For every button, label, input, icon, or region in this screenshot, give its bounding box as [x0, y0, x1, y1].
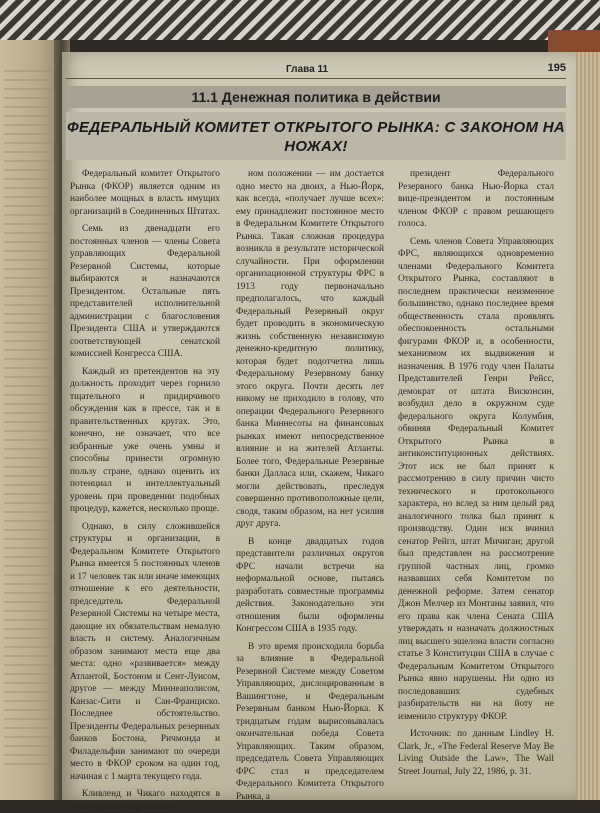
chapter-label: Глава 11	[286, 64, 329, 75]
text-column-2	[236, 168, 384, 802]
page-number: 195	[547, 62, 566, 74]
section-heading: 11.1 Денежная политика в действии	[66, 86, 566, 108]
text-column-1	[70, 168, 220, 812]
page-edges	[576, 52, 600, 800]
paragraph: Семь членов Совета Управляющих ФРС, являющихся одновременно членами Федерального Комитета Открытого Рынка, составляют в последнем практически неизменное большинство, однако последнее время общественность стала проявлять обеспокоенность остальными фигурами ФКОР и, в особенности, механизмом их выдвижения и назначения. В 1976 году член Палаты Представителей Генри Рейсс, демократ от штата Висконсин, возбудил дело в окружном суде федерального округа Колумбия, обвиняя Федеральный Комитет Открытого Рынка в антиконституционных действиях. Этот иск не был принят к рассмотрению в силу причин чисто технического и протокольного характера, но вслед за ним целый ряд аналогичного толка был принят к производству. Один иск вчинил сенатор Рейгл, штат Мичиган; другой был представлен на рассмотрение группой частных лиц, громко назвавших себя Комитетом по денежной реформе. Затем сенатор Джон Мелчер из Монтаны заявил, что его права как члена Сената США утверждать и назначать должностных лиц высшего эшелона власти согласно статье 3 Конституции США в случае с Федеральным Комитетом Открытого Рынка явно нарушены. Ни одно из последовавших судебных разбирательств ни на йоту не изменило структуру ФКОР.	[398, 236, 554, 722]
background-stripes	[0, 0, 600, 40]
paragraph: Федеральный комитет Открытого Рынка (ФКОР) является одним из наиболее мощных в власть имущих организаций в Соединенных Штатах.	[70, 169, 220, 217]
left-page-ghost-text	[4, 70, 56, 770]
paragraph: Кливленд и Чикаго находятся в более привилегированном	[70, 789, 220, 812]
paragraph: Источник: по данным Lindley H. Clark, Jr., «The Federal Reserve May Be Living Outside the Law», The Wall Street Journal, July 22, 1986, p. 31.	[398, 729, 554, 777]
paragraph: Каждый из претендентов на эту должность проходит через горнило тщательного и придирчивого обсуждения как в прессе, так и в правительственных кругах. Это, конечно, не означает, что все избранные уже очень умны и способны принести огромную пользу стране, однако оценить их потенциал и интеллектуальный уровень при проведении подобных процедур, кажется, несколько проще.	[70, 366, 220, 514]
box-title: ФЕДЕРАЛЬНЫЙ КОМИТЕТ ОТКРЫТОГО РЫНКА: С ЗАКОНОМ НА НОЖАХ!	[66, 112, 566, 160]
paragraph: президент Федерального Резервного банка Нью-Йорка стал вице-президентом и постоянным членом ФКОР с правом решающего голоса.	[398, 169, 554, 229]
running-head	[66, 62, 566, 79]
right-page	[62, 52, 576, 812]
paragraph: В это время происходила борьба за влияние в Федеральной Резервной Системе между Советом Управляющих, дислоцированным в Вашингтоне, и Федеральным Резервным банком Нью-Йорка. К тридцатым годам вырисовывалась окончательная победа Совета Управляющих. Таким образом, председатель Совета Управляющих ФРС стал и председателем Федерального Комитета Открытого Рынка, а	[236, 641, 384, 802]
text-column-3	[398, 168, 554, 788]
paragraph: Однако, в силу сложившейся структуры и организации, в Федеральном Комитете Открытого Рынка имеется 5 постоянных членов и 17 человек так или иначе имеющих отношение к его деятельности, председатель Федеральной Резервной Системы на четыре места, дающие их обязательствам немалую власть и систему. Аналогичным образом занимают места еще два места: одно «развивается» между Атлантой, Бостоном и Сент-Луисом, другое — между Миннеаполисом, Канзас-Сити и Сан-Франциско. Последнее обстоятельство. Президенты Федеральных резервных банков Бостона, Ричмонда и Филадельфии занимают по очереди место в ФКОР сроком на один год, начиная с 1 марта текущего года.	[70, 521, 220, 782]
paragraph: ном положении — им достается одно место на двоих, а Нью-Йорк, как всегда, «получает лучше всех»: ему принадлежит постоянное место в Федеральном Комитете Открытого Рынка. Такая сложная процедура возникла в результате исторической случайности. При оформлении организационной структуры ФРС в 1913 году первоначально предполагалось, что каждый Федеральный Резервный округ будет проводить в экономическую жизнь собственную независимую денежно-кредитную политику, которая будет подотчетна лишь Федеральному Резервному банку этого округа. Почти десять лет никому не приходило в голову, что операции Федерального Резервного банка Миннесоты на финансовых рынках имеют непосредственное влияние и на жителей Атланты. Более того, Федеральные Резервные банки Далласа или, скажем, Чикаго могли действовать, преследуя совершенно противоположные цели, сводя, таким образом, на нет усилия друг друга.	[236, 169, 384, 529]
paragraph: В конце двадцатых годов представители различных округов ФРС начали встречи на неформальной основе, пытаясь разработать совместные программы действия. Законодательно эти отношения были оформлены Конгрессом США в 1935 году.	[236, 536, 384, 634]
paragraph: Семь из двенадцати его постоянных членов — члены Совета управляющих Федеральной Резервной Системы, которые выбираются и назначаются Президентом. Остальные пять представителей исполнительной администрации с благословения Президента США и утверждаются соответствующей сенатской комиссией Конгресса США.	[70, 224, 220, 359]
